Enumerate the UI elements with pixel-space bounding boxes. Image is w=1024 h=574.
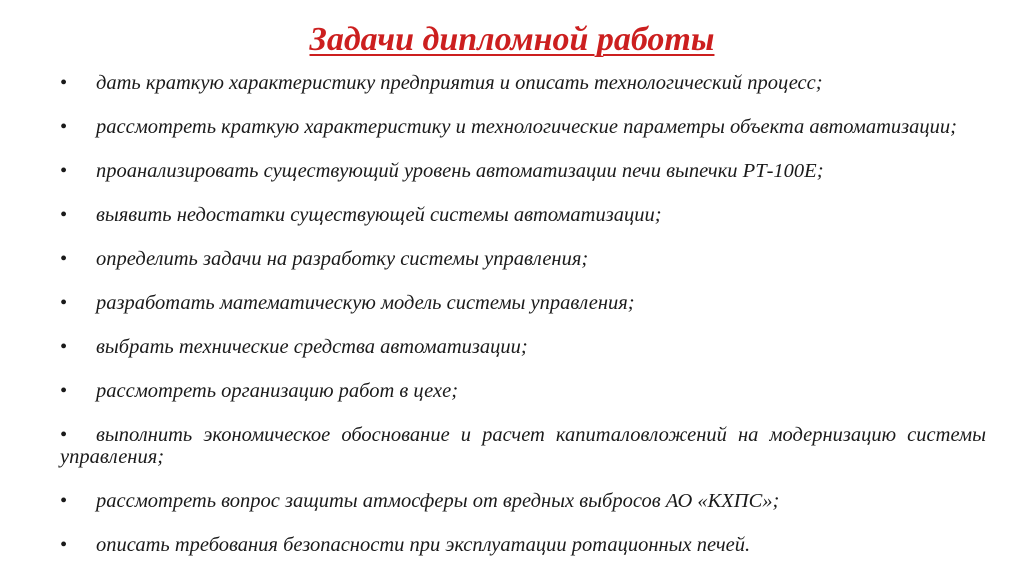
bullet-icon: • <box>60 72 68 94</box>
list-item <box>60 336 986 358</box>
bullet-icon: • <box>60 116 68 138</box>
list-item <box>60 160 986 182</box>
list-item-text: выявить недостатки существующей системы автоматизации; <box>96 204 662 226</box>
list-item-text: выбрать технические средства автоматизации; <box>96 336 528 358</box>
bullet-icon: • <box>60 248 68 270</box>
list-item <box>60 248 986 270</box>
list-item-text: выполнить экономическое обоснование и расчет капиталовложений на модернизацию системы управления; <box>60 424 986 468</box>
list-item <box>60 204 986 226</box>
bullet-icon: • <box>60 424 68 446</box>
list-item-text: рассмотреть вопрос защиты атмосферы от вредных выбросов АО «КХПС»; <box>96 490 780 512</box>
list-item-text: рассмотреть организацию работ в цехе; <box>96 380 459 402</box>
bullet-icon: • <box>60 490 68 512</box>
list-item-text: проанализировать существующий уровень автоматизации печи выпечки РТ-100Е; <box>96 160 824 182</box>
list-item <box>60 292 986 314</box>
list-item-text: разработать математическую модель системы управления; <box>96 292 635 314</box>
list-item <box>60 116 986 138</box>
bullet-icon: • <box>60 380 68 402</box>
list-item-text: определить задачи на разработку системы управления; <box>96 248 589 270</box>
list-item <box>60 534 986 556</box>
list-item-text: описать требования безопасности при эксплуатации ротационных печей. <box>96 534 751 556</box>
list-item <box>60 72 986 94</box>
bullet-icon: • <box>60 160 68 182</box>
list-item <box>60 424 986 468</box>
slide-title: Задачи дипломной работы <box>309 21 715 58</box>
bullet-icon: • <box>60 292 68 314</box>
list-item-text: дать краткую характеристику предприятия и описать технологический процесс; <box>96 72 823 94</box>
task-list <box>60 72 986 556</box>
bullet-icon: • <box>60 336 68 358</box>
list-item <box>60 490 986 512</box>
list-item-text: рассмотреть краткую характеристику и технологические параметры объекта автоматизации; <box>96 116 957 138</box>
bullet-icon: • <box>60 534 68 556</box>
bullet-icon: • <box>60 204 68 226</box>
list-item <box>60 380 986 402</box>
